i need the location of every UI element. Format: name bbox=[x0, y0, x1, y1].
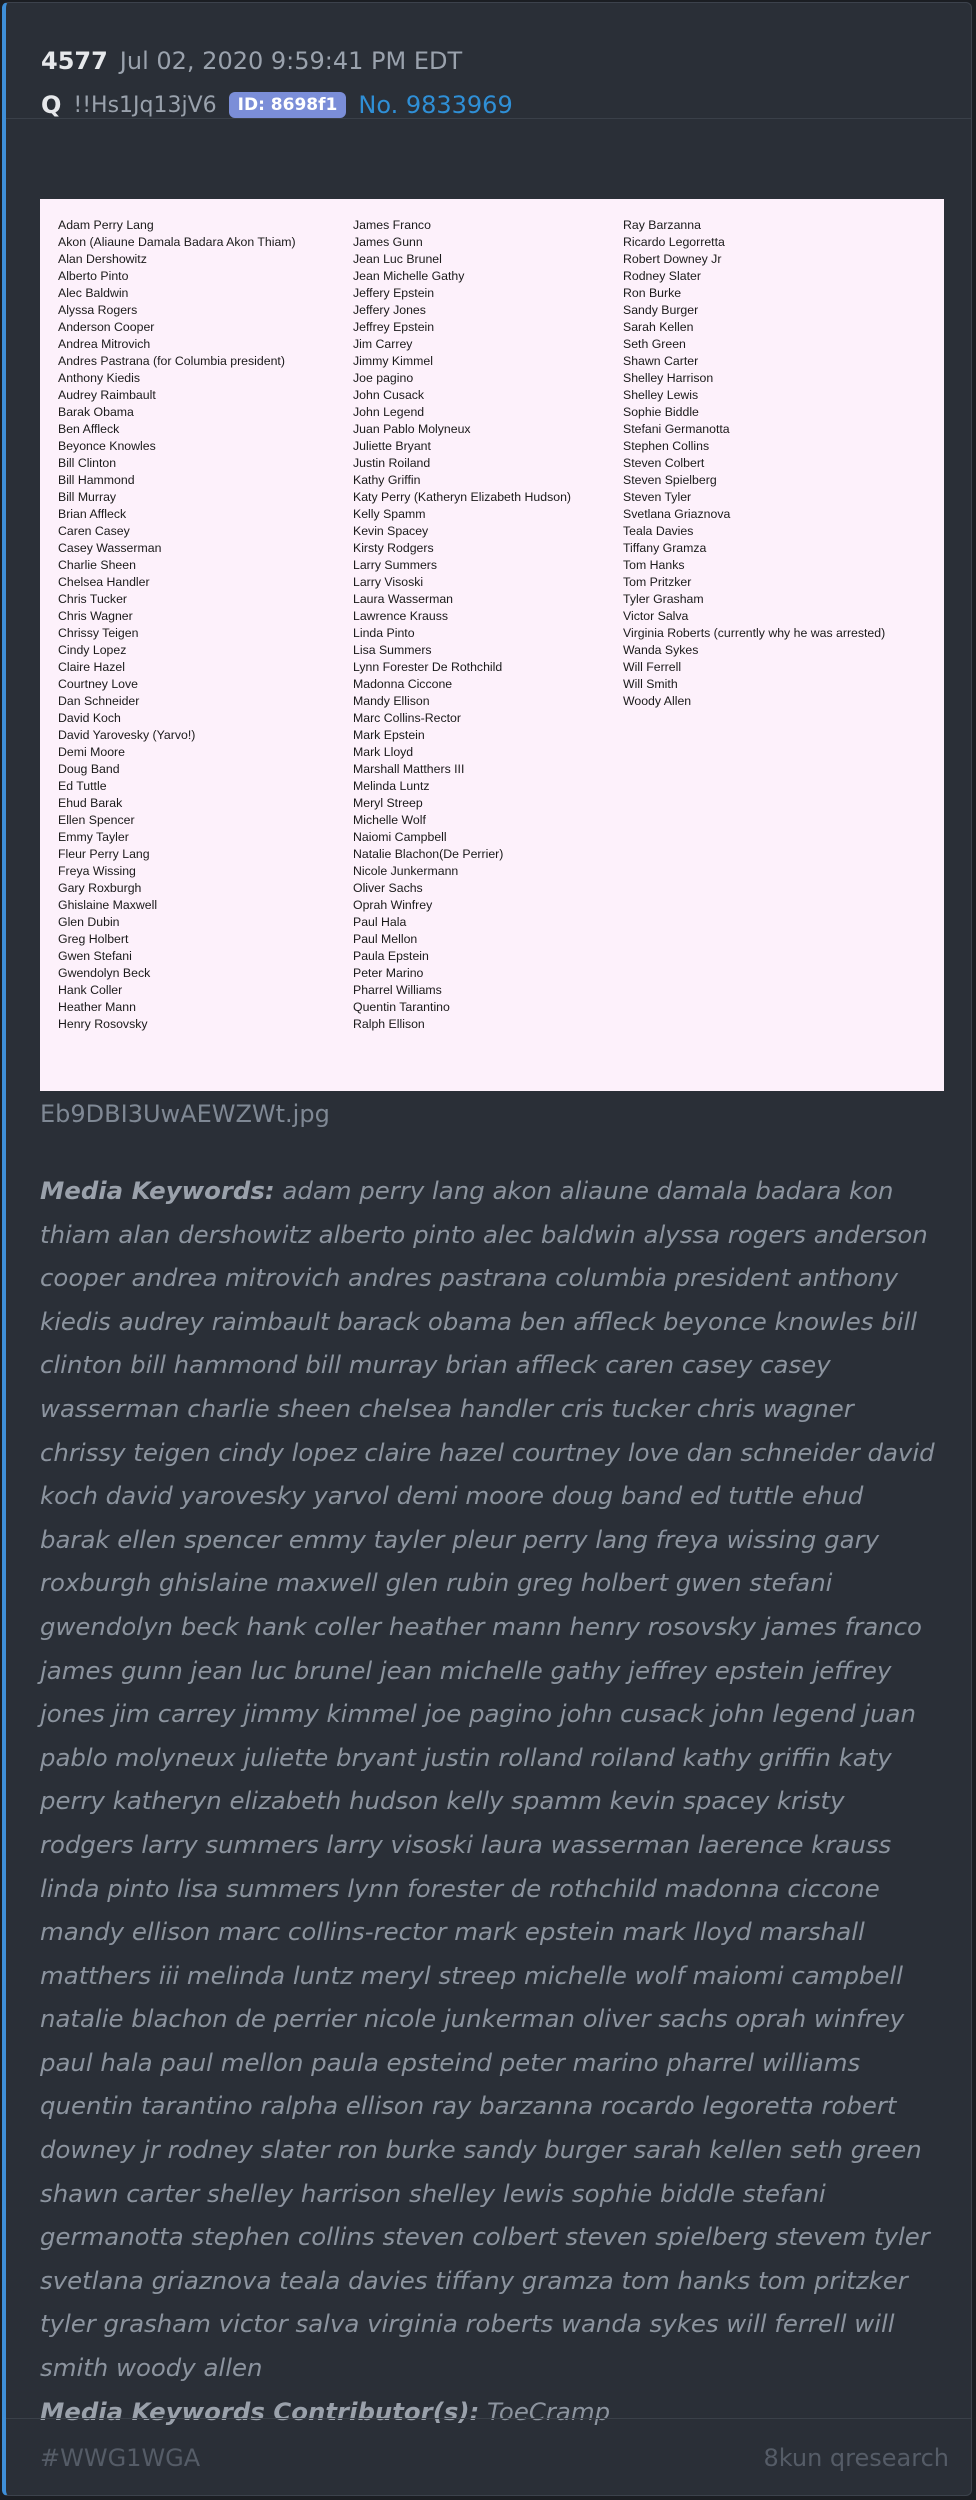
name-entry: Bill Hammond bbox=[58, 473, 135, 487]
name-entry: Tom Hanks bbox=[623, 558, 685, 572]
name-entry: Anderson Cooper bbox=[58, 320, 155, 334]
hashtag-link[interactable]: #WWG1WGA bbox=[40, 2444, 201, 2472]
name-entry: Stefani Germanotta bbox=[623, 422, 730, 436]
name-entry: Alec Baldwin bbox=[58, 286, 129, 300]
name-entry: Dan Schneider bbox=[58, 694, 140, 708]
name-entry: Fleur Perry Lang bbox=[58, 847, 150, 861]
name-entry: Ghislaine Maxwell bbox=[58, 898, 158, 912]
name-entry: Lynn Forester De Rothchild bbox=[353, 660, 503, 674]
name-entry: Ellen Spencer bbox=[58, 813, 135, 827]
name-entry: Heather Mann bbox=[58, 1000, 136, 1014]
name-entry: Will Smith bbox=[623, 677, 678, 691]
name-entry: Gary Roxburgh bbox=[58, 881, 142, 895]
name-entry: Kirsty Rodgers bbox=[353, 541, 434, 555]
post-header bbox=[6, 3, 971, 119]
name-entry: Emmy Tayler bbox=[58, 830, 129, 844]
name-entry: Naiomi Campbell bbox=[353, 830, 447, 844]
name-entry: Chris Tucker bbox=[58, 592, 128, 606]
name-entry: Sarah Kellen bbox=[623, 320, 694, 334]
names-column-1 bbox=[58, 217, 353, 1033]
name-entry: Rodney Slater bbox=[623, 269, 701, 283]
name-entry: Steven Colbert bbox=[623, 456, 705, 470]
name-entry: Gwendolyn Beck bbox=[58, 966, 151, 980]
name-entry: Paul Hala bbox=[353, 915, 407, 929]
name-entry: Courtney Love bbox=[58, 677, 138, 691]
name-entry: Michelle Wolf bbox=[353, 813, 426, 827]
name-entry: Stephen Collins bbox=[623, 439, 710, 453]
name-entry: Marshall Matthers III bbox=[353, 762, 465, 776]
name-entry: Virginia Roberts (currently why he was arrested) bbox=[623, 626, 886, 640]
post-image[interactable] bbox=[40, 199, 944, 1091]
name-entry: Akon (Aliaune Damala Badara Akon Thiam) bbox=[58, 235, 296, 249]
image-filename-row bbox=[40, 1100, 330, 1128]
name-entry: Pharrel Williams bbox=[353, 983, 442, 997]
keywords-contributor: ToeCramp bbox=[487, 2396, 611, 2426]
name-entry: Jeffery Jones bbox=[353, 303, 426, 317]
name-entry: Audrey Raimbault bbox=[58, 388, 156, 402]
name-entry: Chrissy Teigen bbox=[58, 626, 139, 640]
name-entry: Lawrence Krauss bbox=[353, 609, 449, 623]
name-entry: Jimmy Kimmel bbox=[353, 354, 433, 368]
author-name: Q bbox=[41, 91, 62, 119]
name-entry: Meryl Streep bbox=[353, 796, 423, 810]
name-entry: Ralph Ellison bbox=[353, 1017, 425, 1031]
post-card bbox=[2, 2, 972, 2496]
name-entry: Steven Spielberg bbox=[623, 473, 717, 487]
source-link[interactable]: 8kun qresearch bbox=[763, 2444, 949, 2472]
name-entry: Teala Davies bbox=[623, 524, 694, 538]
name-entry: Jean Michelle Gathy bbox=[353, 269, 465, 283]
tripcode: !!Hs1Jq13jV6 bbox=[73, 92, 217, 118]
name-entry: Oliver Sachs bbox=[353, 881, 423, 895]
name-entry: Ben Affleck bbox=[58, 422, 120, 436]
name-entry: Ricardo Legorretta bbox=[623, 235, 725, 249]
keywords-label: Media Keywords: bbox=[40, 1176, 275, 1205]
name-entry: Melinda Luntz bbox=[353, 779, 430, 793]
name-entry: Juan Pablo Molyneux bbox=[353, 422, 471, 436]
name-entry: Alyssa Rogers bbox=[58, 303, 138, 317]
name-entry: Cindy Lopez bbox=[58, 643, 127, 657]
name-entry: Quentin Tarantino bbox=[353, 1000, 450, 1014]
name-entry: Tom Pritzker bbox=[623, 575, 692, 589]
names-list bbox=[40, 199, 944, 1033]
name-entry: Doug Band bbox=[58, 762, 120, 776]
name-entry: Demi Moore bbox=[58, 745, 125, 759]
id-badge[interactable]: ID: 8698f1 bbox=[229, 92, 347, 118]
name-entry: Laura Wasserman bbox=[353, 592, 454, 606]
name-entry: Brian Affleck bbox=[58, 507, 127, 521]
name-entry: Ehud Barak bbox=[58, 796, 123, 810]
name-entry: Ron Burke bbox=[623, 286, 682, 300]
name-entry: Kelly Spamm bbox=[353, 507, 426, 521]
name-entry: Natalie Blachon(De Perrier) bbox=[353, 847, 504, 861]
name-entry: Gwen Stefani bbox=[58, 949, 132, 963]
name-entry: Justin Roiland bbox=[353, 456, 431, 470]
name-entry: Sophie Biddle bbox=[623, 405, 699, 419]
name-entry: Adam Perry Lang bbox=[58, 218, 154, 232]
name-entry: Will Ferrell bbox=[623, 660, 682, 674]
name-entry: Tiffany Gramza bbox=[623, 541, 707, 555]
name-entry: Victor Salva bbox=[623, 609, 689, 623]
name-entry: Chris Wagner bbox=[58, 609, 133, 623]
name-entry: Mandy Ellison bbox=[353, 694, 430, 708]
name-entry: Jeffery Epstein bbox=[353, 286, 435, 300]
keywords-text: adam perry lang akon aliaune damala badara kon thiam alan dershowitz alberto pinto alec baldwin alyssa rogers anderson cooper andrea mitrovich andres pastrana columbia president anthony kiedis audrey raimbault barack obama ben affleck beyonce knowles bill clinton bill hammond bill murray brian affleck caren casey casey wasserman charlie sheen chelsea handler cris tucker chris wagner chrissy teigen cindy lopez claire hazel courtney love dan schneider david koch david yarovesky yarvol demi moore doug band ed tuttle ehud barak ellen spencer emmy tayler pleur perry lang freya wissing gary roxburgh ghislaine maxwell glen rubin greg holbert gwen stefani gwendolyn beck hank coller heather mann henry rosovsky james franco james gunn jean luc brunel jean michelle gathy jeffrey epstein jeffrey jones jim carrey jimmy kimmel joe pagino john cusack john legend juan pablo molyneux juliette bryant justin rolland roiland kathy griffin katy perry katheryn elizabeth hudson kelly spamm kevin spacey kristy rodgers larry summers larry visoski laura wasserman laerence krauss linda pinto lisa summers lynn forester de rothchild madonna ciccone mandy ellison marc collins-rector mark epstein mark lloyd marshall matthers iii melinda luntz meryl streep michelle wolf maiomi campbell natalie blachon de perrier nicole junkerman oliver sachs oprah winfrey paul hala paul mellon paula epsteind peter marino pharrel williams quentin tarantino ralpha ellison ray barzanna rocardo legoretta robert downey jr rodney slater ron burke sandy burger sarah kellen seth green shawn carter shelley harrison shelley lewis sophie biddle stefani germanotta stephen collins steven colbert steven spielberg stevem tyler svetlana griaznova teala davies tiffany gramza tom hanks tom pritzker tyler grasham victor salva virginia roberts wanda sykes will ferrell will smith woody allen bbox=[40, 1176, 935, 2383]
name-entry: Linda Pinto bbox=[353, 626, 415, 640]
media-keywords bbox=[40, 1169, 940, 2433]
name-entry: Jeffrey Epstein bbox=[353, 320, 435, 334]
name-entry: Kathy Griffin bbox=[353, 473, 421, 487]
name-entry: Nicole Junkermann bbox=[353, 864, 459, 878]
name-entry: Robert Downey Jr bbox=[623, 252, 722, 266]
name-entry: Henry Rosovsky bbox=[58, 1017, 148, 1031]
name-entry: Shelley Harrison bbox=[623, 371, 714, 385]
names-column-3 bbox=[623, 217, 943, 1033]
post-link[interactable]: No. 9833969 bbox=[358, 91, 513, 119]
name-entry: David Koch bbox=[58, 711, 121, 725]
name-entry: James Franco bbox=[353, 218, 431, 232]
name-entry: Tyler Grasham bbox=[623, 592, 704, 606]
name-entry: Katy Perry (Katheryn Elizabeth Hudson) bbox=[353, 490, 572, 504]
name-entry: Wanda Sykes bbox=[623, 643, 699, 657]
name-entry: Jim Carrey bbox=[353, 337, 413, 351]
post-number: 4577 bbox=[41, 47, 108, 75]
post-date: Jul 02, 2020 9:59:41 PM EDT bbox=[119, 47, 463, 75]
name-entry: Kevin Spacey bbox=[353, 524, 429, 538]
name-entry: Mark Epstein bbox=[353, 728, 425, 742]
name-entry: Ed Tuttle bbox=[58, 779, 107, 793]
name-entry: Barak Obama bbox=[58, 405, 134, 419]
name-entry: Hank Coller bbox=[58, 983, 123, 997]
name-entry: Greg Holbert bbox=[58, 932, 129, 946]
names-column-2 bbox=[353, 217, 623, 1033]
name-entry: Marc Collins-Rector bbox=[353, 711, 461, 725]
keywords-contributor-label: Media Keywords Contributor(s): bbox=[40, 2396, 480, 2426]
name-entry: Ray Barzanna bbox=[623, 218, 701, 232]
name-entry: Woody Allen bbox=[623, 694, 692, 708]
post-footer bbox=[6, 2418, 971, 2496]
name-entry: Lisa Summers bbox=[353, 643, 432, 657]
name-entry: Juliette Bryant bbox=[353, 439, 431, 453]
name-entry: Freya Wissing bbox=[58, 864, 136, 878]
name-entry: Andres Pastrana (for Columbia president) bbox=[58, 354, 285, 368]
name-entry: Oprah Winfrey bbox=[353, 898, 433, 912]
name-entry: Svetlana Griaznova bbox=[623, 507, 731, 521]
name-entry: Larry Summers bbox=[353, 558, 438, 572]
name-entry: Anthony Kiedis bbox=[58, 371, 141, 385]
name-entry: Bill Murray bbox=[58, 490, 117, 504]
name-entry: Sandy Burger bbox=[623, 303, 699, 317]
name-entry: Chelsea Handler bbox=[58, 575, 150, 589]
name-entry: Shelley Lewis bbox=[623, 388, 699, 402]
name-entry: David Yarovesky (Yarvo!) bbox=[58, 728, 196, 742]
name-entry: Larry Visoski bbox=[353, 575, 424, 589]
name-entry: Claire Hazel bbox=[58, 660, 125, 674]
name-entry: Peter Marino bbox=[353, 966, 424, 980]
name-entry: Steven Tyler bbox=[623, 490, 692, 504]
name-entry: Andrea Mitrovich bbox=[58, 337, 151, 351]
name-entry: Seth Green bbox=[623, 337, 686, 351]
image-filename-link[interactable]: Eb9DBI3UwAEWZWt.jpg bbox=[40, 1100, 330, 1128]
name-entry: Beyonce Knowles bbox=[58, 439, 156, 453]
name-entry: Charlie Sheen bbox=[58, 558, 136, 572]
name-entry: James Gunn bbox=[353, 235, 423, 249]
name-entry: Jean Luc Brunel bbox=[353, 252, 442, 266]
name-entry: Caren Casey bbox=[58, 524, 130, 538]
name-entry: Alberto Pinto bbox=[58, 269, 129, 283]
name-entry: Casey Wasserman bbox=[58, 541, 162, 555]
post-meta-row bbox=[41, 47, 971, 75]
name-entry: Bill Clinton bbox=[58, 456, 117, 470]
post-author-row bbox=[41, 91, 971, 119]
name-entry: Glen Dubin bbox=[58, 915, 120, 929]
name-entry: Paula Epstein bbox=[353, 949, 429, 963]
name-entry: Alan Dershowitz bbox=[58, 252, 147, 266]
name-entry: Paul Mellon bbox=[353, 932, 418, 946]
name-entry: Shawn Carter bbox=[623, 354, 699, 368]
name-entry: John Legend bbox=[353, 405, 425, 419]
name-entry: Joe pagino bbox=[353, 371, 414, 385]
name-entry: John Cusack bbox=[353, 388, 425, 402]
name-entry: Madonna Ciccone bbox=[353, 677, 453, 691]
name-entry: Mark Lloyd bbox=[353, 745, 414, 759]
